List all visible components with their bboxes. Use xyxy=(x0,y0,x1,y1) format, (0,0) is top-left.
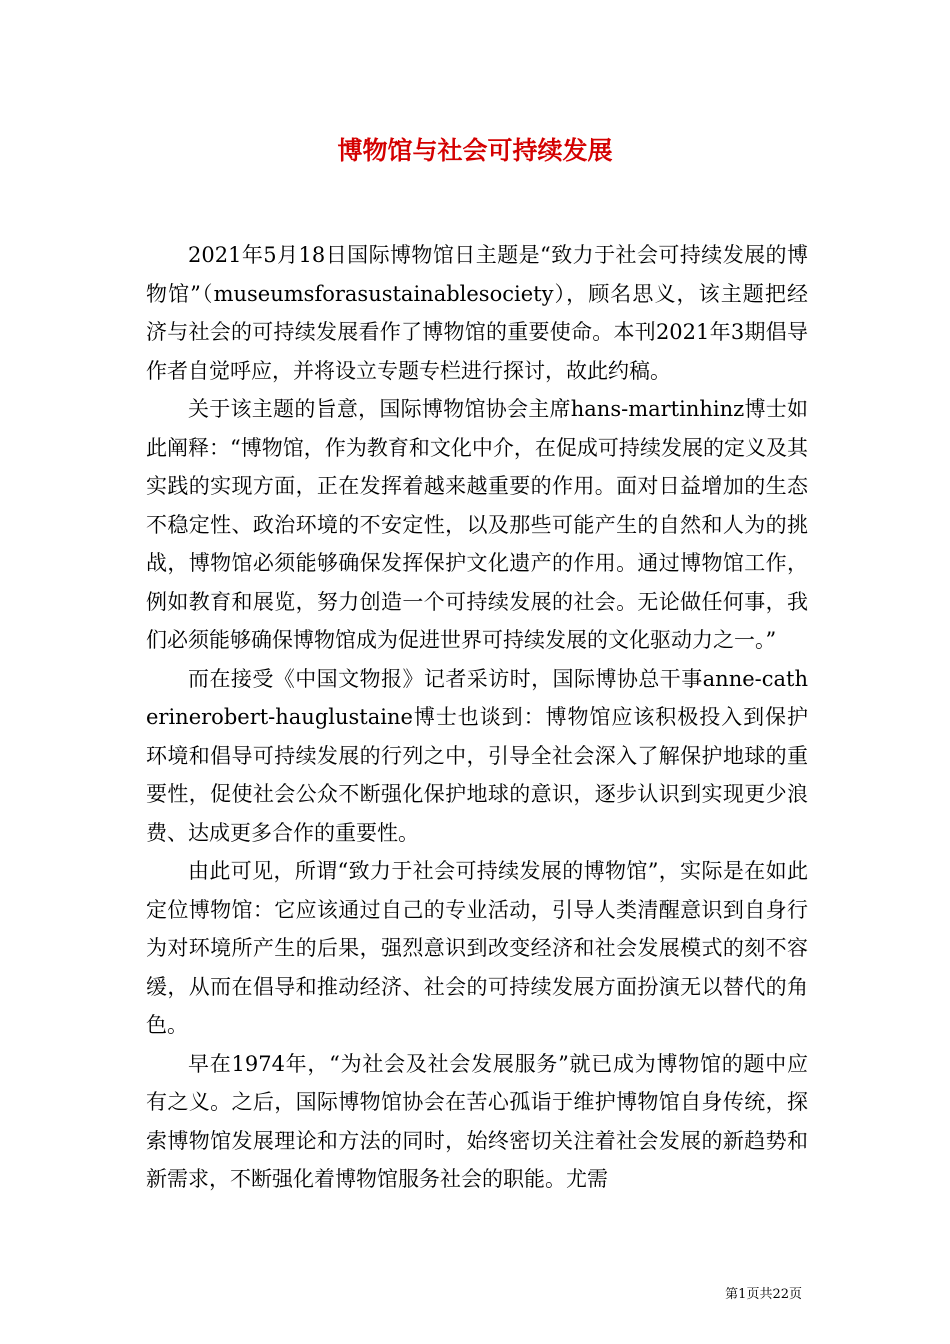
page-number-footer: 第1页共22页 xyxy=(725,1287,802,1302)
paragraph-5: 早在1974年，“为社会及社会发展服务”就已成为博物馆的题中应有之义。之后，国际博物馆协会在苦心孤诣于维护博物馆自身传统，探索博物馆发展理论和方法的同时，始终密切关注着社会发展的新趋势和新需求，不断强化着博物馆服务社会的职能。尤需 xyxy=(146,1051,808,1191)
paragraph-2: 关于该主题的旨意，国际博物馆协会主席hans-martinhinz博士如此阐释：“博物馆，作为教育和文化中介，在促成可持续发展的定义及其实践的实现方面，正在发挥着越来越重要的作用。面对日益增加的生态不稳定性、政治环境的不安定性，以及那些可能产生的自然和人为的挑战，博物馆必须能够确保发挥保护文化遗产的作用。通过博物馆工作，例如教育和展览，努力创造一个可持续发展的社会。无论做任何事，我们必须能够确保博物馆成为促进世界可持续发展的文化驱动力之一。” xyxy=(146,397,808,652)
document-title: 博物馆与社会可持续发展 xyxy=(337,136,613,165)
paragraph-1: 2021年5月18日国际博物馆日主题是“致力于社会可持续发展的博物馆”（museumsforasustainablesociety），顾名思义，该主题把经济与社会的可持续发展看作了博物馆的重要使命。本刊2021年3期倡导作者自觉呼应，并将设立专题专栏进行探讨，故此约稿。 xyxy=(146,243,808,383)
paragraph-3: 而在接受《中国文物报》记者采访时，国际博协总干事anne-catherinerobert-hauglustaine博士也谈到：博物馆应该积极投入到保护环境和倡导可持续发展的行列之中，引导全社会深入了解保护地球的重要性，促使社会公众不断强化保护地球的意识，逐步认识到实现更少浪费、达成更多合作的重要性。 xyxy=(146,666,808,845)
paragraph-4: 由此可见，所谓“致力于社会可持续发展的博物馆”，实际是在如此定位博物馆：它应该通过自己的专业活动，引导人类清醒意识到自身行为对环境所产生的后果，强烈意识到改变经济和社会发展模式的刻不容缓，从而在倡导和推动经济、社会的可持续发展方面扮演无以替代的角色。 xyxy=(146,859,808,1037)
document-body xyxy=(146,236,808,1199)
